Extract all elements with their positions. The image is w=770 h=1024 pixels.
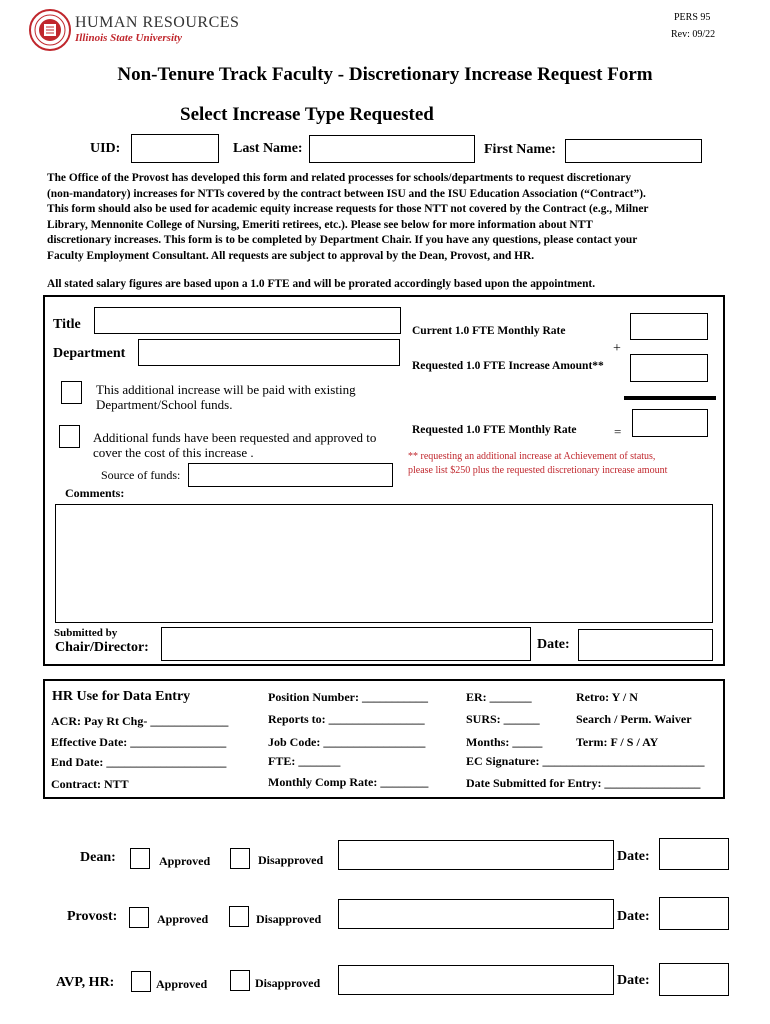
hr-field: Effective Date: ________________ <box>51 735 227 749</box>
dean-label: Dean: <box>80 850 116 865</box>
provost-date-field[interactable] <box>659 897 729 930</box>
hr-field: Months: _____ <box>466 735 543 749</box>
avp-hr-disapproved-label: Disapproved <box>255 976 321 990</box>
uid-field[interactable] <box>131 134 219 163</box>
intro-line: This form should also be used for academic equity increase requests for those NTT not covered by the Contract (e.g., Milner <box>47 203 649 216</box>
additional-funds-text <box>93 430 376 460</box>
sum-divider <box>624 396 716 400</box>
hr-field: Monthly Comp Rate: ________ <box>268 775 429 789</box>
dean-approved-checkbox[interactable] <box>130 848 150 869</box>
intro-line: The Office of the Provost has developed this form and related processes for schools/departments to request discretionary <box>47 172 632 184</box>
dean-date-label: Date: <box>617 849 650 864</box>
chair-director-label: Chair/Director: <box>55 640 149 655</box>
footnote-line: please list $250 plus the requested discretionary increase amount <box>408 465 668 476</box>
provost-approved-label: Approved <box>157 912 209 926</box>
additional-funds-checkbox[interactable] <box>59 425 80 448</box>
current-rate-field[interactable] <box>630 313 708 340</box>
requested-rate-label: Requested 1.0 FTE Monthly Rate <box>412 424 577 436</box>
provost-label: Provost: <box>67 909 118 924</box>
hr-field: Reports to: ________________ <box>268 712 425 726</box>
provost-date-label: Date: <box>617 909 650 924</box>
footnote <box>408 450 667 478</box>
existing-funds-checkbox[interactable] <box>61 381 82 404</box>
source-of-funds-label: Source of funds: <box>101 468 181 482</box>
uid-label: UID: <box>90 141 121 156</box>
hr-field: EC Signature: ___________________________ <box>466 754 705 768</box>
page-title: Non-Tenure Track Faculty - Discretionary Increase Request Form <box>117 64 653 85</box>
hr-field: FTE: _______ <box>268 754 341 768</box>
hr-title: HR Use for Data Entry <box>52 689 191 704</box>
avp-hr-approved-label: Approved <box>156 977 208 991</box>
requested-increase-label: Requested 1.0 FTE Increase Amount** <box>412 360 604 372</box>
hr-field: Job Code: _________________ <box>268 735 426 749</box>
option-line: This additional increase will be paid with existing <box>96 382 356 397</box>
first-name-label: First Name: <box>484 142 556 157</box>
submit-date-label: Date: <box>537 637 570 652</box>
hr-field: Search / Perm. Waiver <box>576 712 692 726</box>
plus-sign: + <box>613 341 621 356</box>
salary-note: All stated salary figures are based upon a 1.0 FTE and will be prorated accordingly based upon the appointment. <box>47 278 596 290</box>
department-label: Department <box>53 346 126 361</box>
title-label: Title <box>53 317 81 332</box>
hr-field: End Date: ____________________ <box>51 755 227 769</box>
option-line: Additional funds have been requested and approved to <box>93 430 377 445</box>
hr-field: SURS: ______ <box>466 712 540 726</box>
provost-disapproved-label: Disapproved <box>256 912 322 926</box>
hr-field: Term: F / S / AY <box>576 735 659 749</box>
form-code: PERS 95 <box>674 12 711 23</box>
intro-line: Library, Mennonite College of Nursing, Emeriti retirees, etc.). Please see below for more information about NTT <box>47 218 593 231</box>
current-rate-label: Current 1.0 FTE Monthly Rate <box>412 325 566 337</box>
dean-date-field[interactable] <box>659 838 729 870</box>
logo-title: HUMAN RESOURCES <box>75 14 240 31</box>
hr-field: ACR: Pay Rt Chg- _____________ <box>51 714 229 728</box>
intro-line: Faculty Employment Consultant. All requests are subject to approval by the Dean, Provost, and HR. <box>47 249 535 262</box>
hr-field: Contract: NTT <box>51 777 129 791</box>
submit-date-field[interactable] <box>578 629 713 661</box>
source-of-funds-field[interactable] <box>188 463 393 487</box>
intro-paragraph <box>47 171 727 265</box>
provost-signature-field[interactable] <box>338 899 614 929</box>
avp-hr-signature-field[interactable] <box>338 965 614 995</box>
provost-disapproved-checkbox[interactable] <box>229 906 249 927</box>
option-line: Department/School funds. <box>96 397 233 412</box>
requested-increase-field[interactable] <box>630 354 708 382</box>
chair-signature-field[interactable] <box>161 627 531 661</box>
first-name-field[interactable] <box>565 139 702 163</box>
submitted-by-label: Submitted by <box>54 627 118 639</box>
revision-date: Rev: 09/22 <box>671 29 716 40</box>
hr-field: Position Number: ___________ <box>268 690 428 704</box>
footnote-line: ** requesting an additional increase at Achievement of status, <box>408 451 656 462</box>
dean-signature-field[interactable] <box>338 840 614 870</box>
last-name-field[interactable] <box>309 135 475 163</box>
department-field[interactable] <box>138 339 400 366</box>
hr-field: Date Submitted for Entry: ________________ <box>466 776 701 790</box>
provost-approved-checkbox[interactable] <box>129 907 149 928</box>
requested-rate-field[interactable] <box>632 409 708 437</box>
section-title: Select Increase Type Requested <box>180 104 434 125</box>
hr-field: Retro: Y / N <box>576 690 638 704</box>
option-line: cover the cost of this increase . <box>93 445 254 460</box>
avp-hr-label: AVP, HR: <box>56 975 115 990</box>
hr-field: ER: _______ <box>466 690 532 704</box>
equals-sign: = <box>614 424 622 439</box>
intro-line: (non-mandatory) increases for NTTs covered by the contract between ISU and the ISU Education Association (“Contract”). <box>47 187 646 200</box>
logo-subtitle: Illinois State University <box>75 32 182 44</box>
dean-disapproved-label: Disapproved <box>258 853 324 867</box>
comments-label: Comments: <box>65 486 125 500</box>
avp-hr-approved-checkbox[interactable] <box>131 971 151 992</box>
comments-field[interactable] <box>55 504 713 623</box>
isu-logo <box>29 9 71 51</box>
avp-hr-date-label: Date: <box>617 973 650 988</box>
avp-hr-disapproved-checkbox[interactable] <box>230 970 250 991</box>
title-field[interactable] <box>94 307 401 334</box>
dean-disapproved-checkbox[interactable] <box>230 848 250 869</box>
last-name-label: Last Name: <box>233 141 303 156</box>
intro-line: discretionary increases. This form is to be completed by Department Chair. If you have any questions, please contact your <box>47 234 638 247</box>
dean-approved-label: Approved <box>159 854 211 868</box>
university-seal-icon <box>29 9 71 51</box>
avp-hr-date-field[interactable] <box>659 963 729 996</box>
existing-funds-text <box>96 382 356 412</box>
